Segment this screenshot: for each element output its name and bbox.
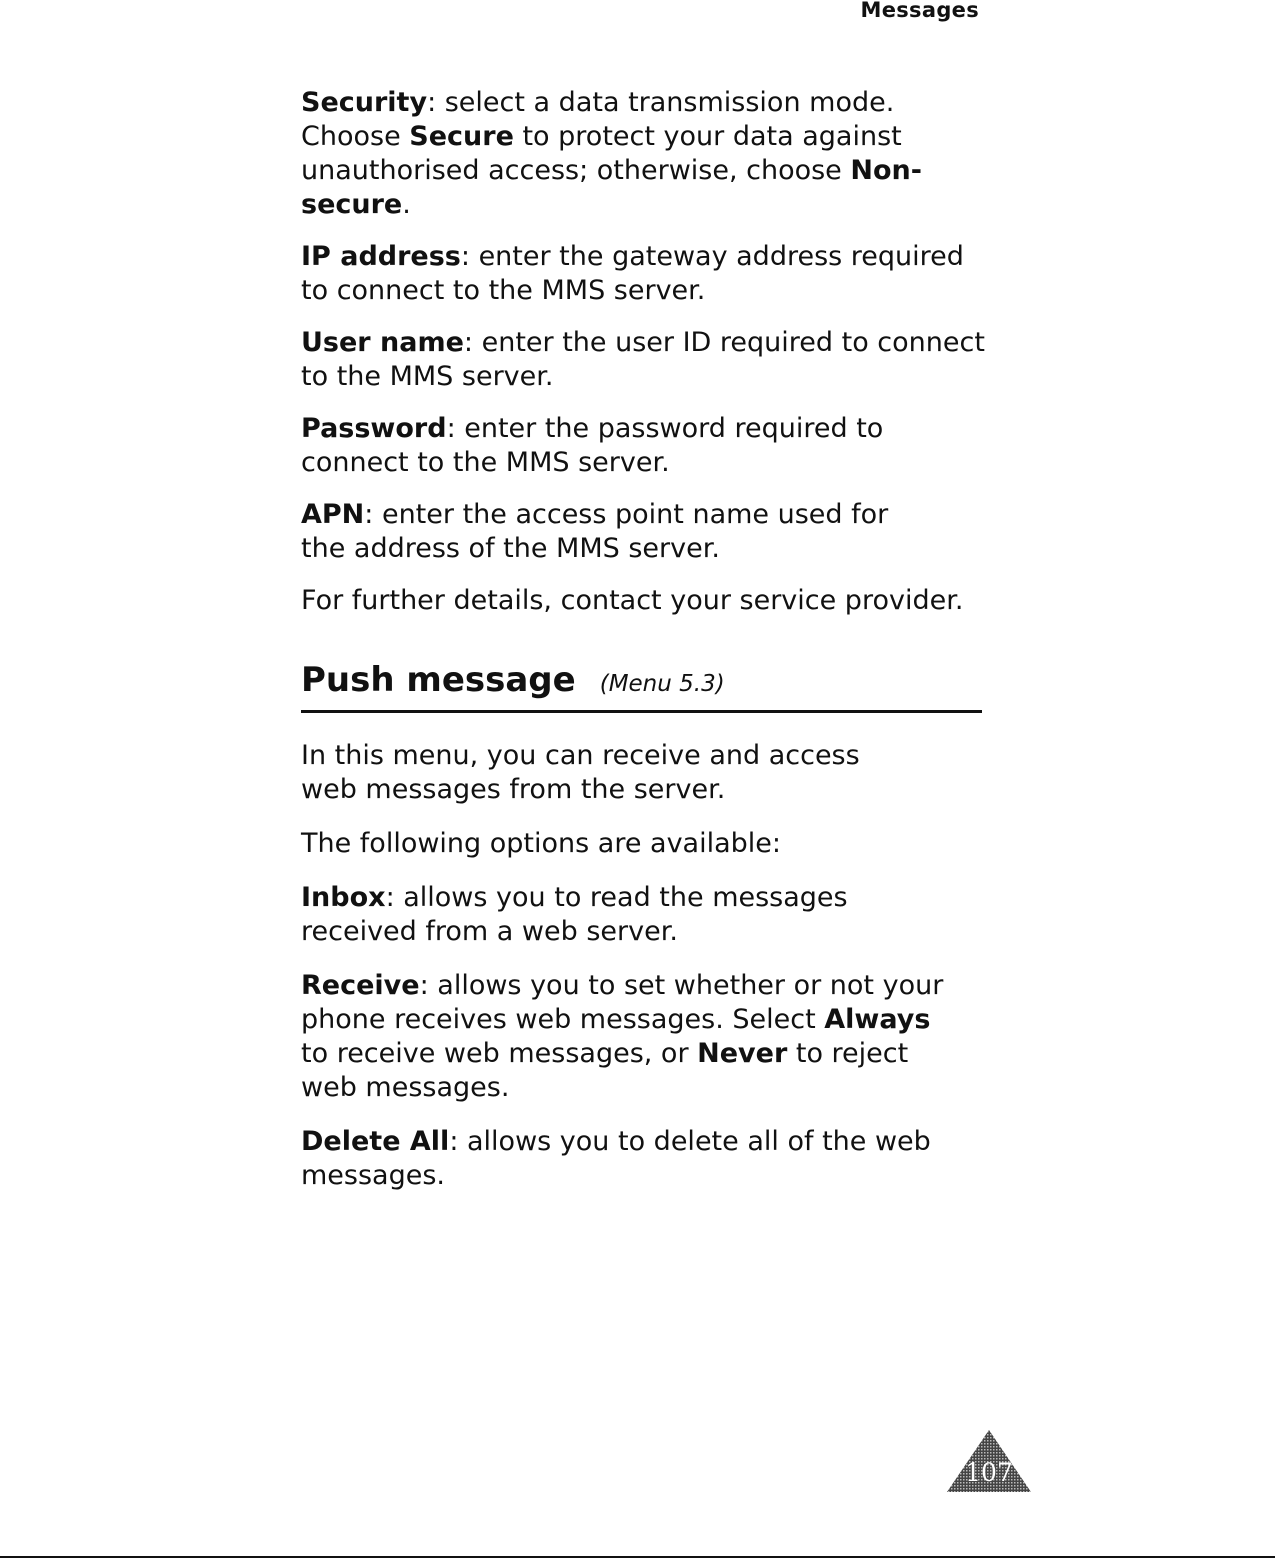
option-inbox: Inbox: allows you to read the messages received from a web server. bbox=[301, 882, 848, 947]
setting-security: Security: select a data transmission mode. Choose Secure to protect your data against unauthorised access; otherwise, choose Non-secure. bbox=[301, 87, 922, 220]
page-number-badge bbox=[945, 1428, 1033, 1494]
setting-ip-address: IP address: enter the gateway address required to connect to the MMS server. bbox=[301, 241, 964, 306]
setting-term: IP address bbox=[301, 241, 461, 272]
further-details: For further details, contact your service provider. bbox=[301, 585, 964, 616]
option-term: Receive bbox=[301, 970, 420, 1001]
section-title: Push message bbox=[301, 660, 576, 700]
option-term: Inbox bbox=[301, 882, 386, 913]
section-intro: In this menu, you can receive and access web messages from the server. bbox=[301, 740, 860, 805]
option-term: Delete All bbox=[301, 1126, 450, 1157]
page-bottom-rule bbox=[0, 1556, 1275, 1558]
options-lead: The following options are available: bbox=[301, 828, 782, 859]
setting-apn: APN: enter the access point name used for the address of the MMS server. bbox=[301, 499, 889, 564]
option-delete-all: Delete All: allows you to delete all of the web messages. bbox=[301, 1126, 931, 1191]
setting-password: Password: enter the password required to connect to the MMS server. bbox=[301, 413, 884, 478]
option-receive: Receive: allows you to set whether or not your phone receives web messages. Select Always to receive web messages, or Never to reject web messages. bbox=[301, 970, 944, 1103]
setting-user-name: User name: enter the user ID required to connect to the MMS server. bbox=[301, 327, 985, 392]
setting-term: User name bbox=[301, 327, 464, 358]
push-message-body bbox=[301, 739, 966, 1193]
setting-term: Password bbox=[301, 413, 447, 444]
page-number: 107 bbox=[965, 1458, 1013, 1487]
mms-settings-list bbox=[301, 86, 991, 618]
running-header: Messages bbox=[860, 0, 979, 22]
setting-term: APN bbox=[301, 499, 365, 530]
section-heading bbox=[301, 660, 982, 713]
setting-term: Security bbox=[301, 87, 428, 118]
menu-reference: (Menu 5.3) bbox=[599, 671, 725, 697]
